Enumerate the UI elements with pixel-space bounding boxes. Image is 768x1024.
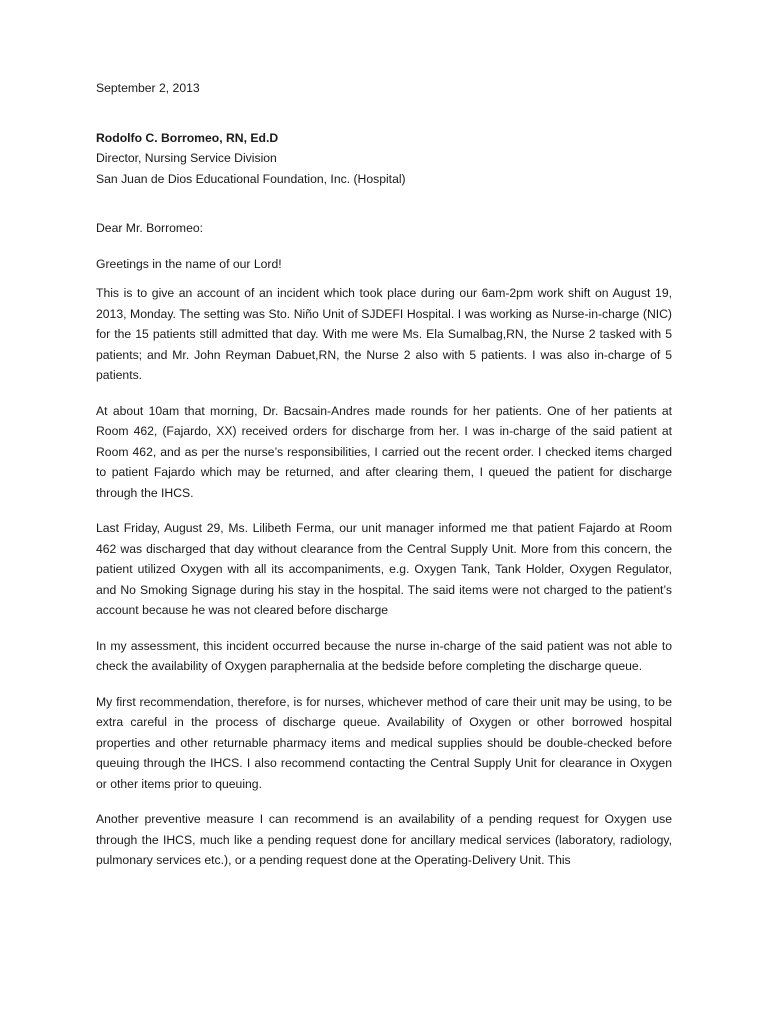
- greeting: Greetings in the name of our Lord!: [96, 256, 282, 271]
- paragraph-clearance-issue: Last Friday, August 29, Ms. Lilibeth Ferma, our unit manager informed me that patient Fajardo at Room 462 was discharged that day without clearance from the Central Supply Unit. More from this concern, the patient utilized Oxygen with all its accompaniments, e.g. Oxygen Tank, Tank Holder, Oxygen Regulator, and No Smoking Signage during his stay in the hospital. The said items were not charged to the patient’s account because he was not cleared before discharge: [96, 521, 672, 617]
- recipient-organization: San Juan de Dios Educational Foundation, Inc. (Hospital): [96, 171, 406, 186]
- paragraph-first-recommendation: My first recommendation, therefore, is for nurses, whichever method of care their unit may be using, to be extra careful in the process of discharge queue. Availability of Oxygen or other borrowed hospital properties and other returnable pharmacy items and medical supplies should be double-checked before queuing through the IHCS. I also recommend contacting the Central Supply Unit for clearance in Oxygen or other items prior to queuing.: [96, 694, 672, 791]
- recipient-title: Director, Nursing Service Division: [96, 151, 277, 165]
- recipient-name: Rodolfo C. Borromeo, RN, Ed.D: [96, 130, 279, 145]
- paragraph-assessment: In my assessment, this incident occurred because the nurse in-charge of the said patient was not able to check the availability of Oxygen paraphernalia at the bedside before completing the discharge queue.: [96, 638, 672, 673]
- recipient-block: [96, 128, 672, 190]
- paragraph-incident-account: This is to give an account of an incident which took place during our 6am-2pm work shift on August 19, 2013, Monday. The setting was Sto. Niño Unit of SJDEFI Hospital. I was working as Nurse-in-charge (NIC) for the 15 patients still admitted that day. With me were Ms. Ela Sumalbag,RN, the Nurse 2 tasked with 5 patients; and Mr. John Reyman Dabuet,RN, the Nurse 2 also with 5 patients. I was also in-charge of 5 patients.: [96, 286, 672, 382]
- letter-date: September 2, 2013: [96, 81, 200, 95]
- paragraph-preventive-measure: Another preventive measure I can recommend is an availability of a pending request for Oxygen use through the IHCS, much like a pending request done for ancillary medical services (laboratory, radiology, pulmonary services etc.), or a pending request done at the Operating-Delivery Unit. This: [96, 812, 672, 867]
- letter-page: [96, 78, 672, 886]
- paragraph-discharge-orders: At about 10am that morning, Dr. Bacsain-Andres made rounds for her patients. One of her patients at Room 462, (Fajardo, XX) received orders for discharge from her. I was in-charge of the said patient at Room 462, and as per the nurse’s responsibilities, I carried out the recent order. I checked items charged to patient Fajardo which may be returned, and after clearing them, I queued the patient for discharge through the IHCS.: [96, 403, 672, 500]
- salutation: Dear Mr. Borromeo:: [96, 221, 204, 235]
